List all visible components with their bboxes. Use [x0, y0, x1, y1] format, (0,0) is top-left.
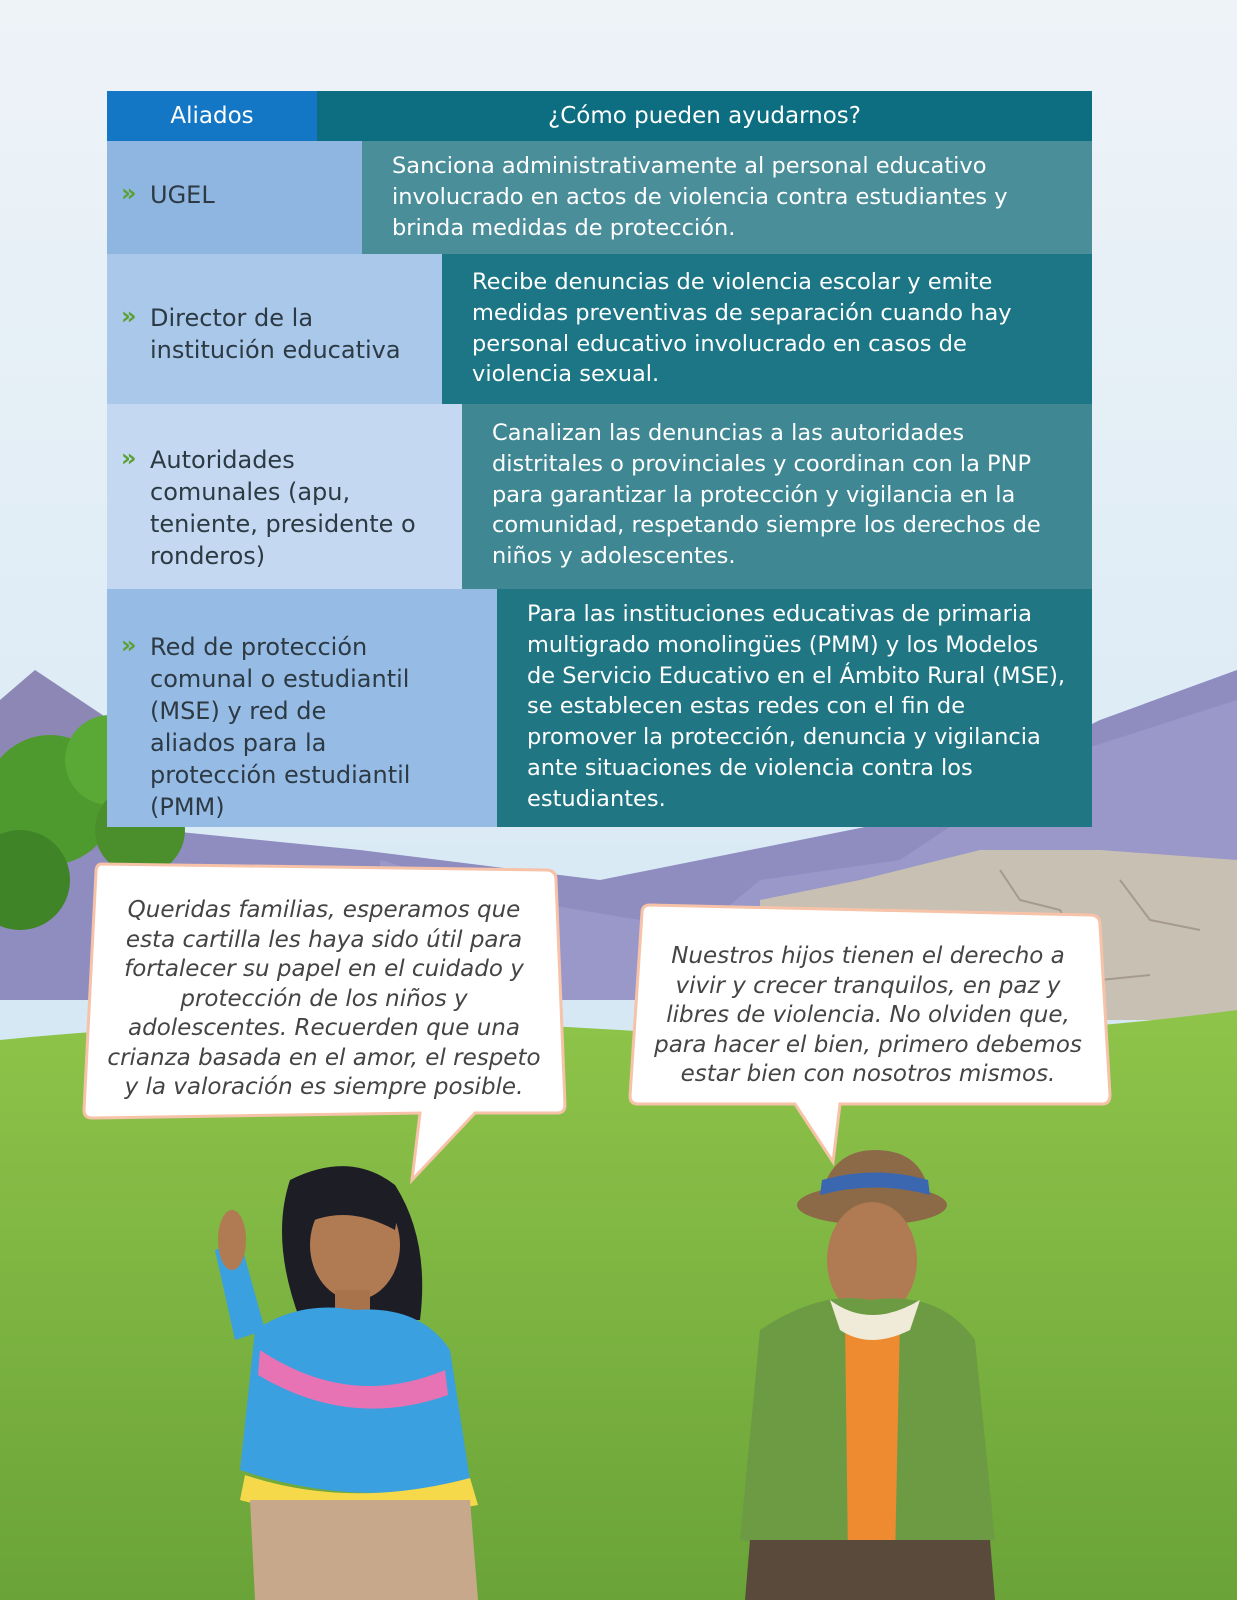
help-description: Sanciona administrativamente al personal educativo involucrado en actos de violencia contra estudiantes y brinda medidas de protección.	[392, 153, 1008, 241]
double-chevron-icon: »	[121, 302, 137, 330]
help-cell	[442, 254, 1092, 404]
help-description: Recibe denuncias de violencia escolar y emite medidas preventivas de separación cuando hay personal educativo involucrado en casos de violencia sexual.	[472, 269, 1012, 388]
help-description: Para las instituciones educativas de primaria multigrado monolingües (PMM) y los Modelos de Servicio Educativo en el Ámbito Rural (MSE), se establecen estas redes con el fin de promover la protección, denuncia y vigilancia ante situaciones de violencia contra los estudiantes.	[527, 601, 1066, 812]
help-description: Canalizan las denuncias a las autoridades distritales o provinciales y coordinan con la PNP para garantizar la protección y vigilancia en la comunidad, respetando siempre los derechos de niños y adolescentes.	[492, 420, 1041, 570]
header-allies: Aliados	[107, 91, 317, 141]
help-cell	[497, 589, 1092, 827]
ally-cell	[107, 589, 497, 827]
table-row	[107, 141, 1092, 254]
ally-cell	[107, 404, 462, 589]
ally-name: Autoridades comunales (apu, teniente, presidente o ronderos)	[150, 446, 416, 570]
table-row	[107, 254, 1092, 404]
ally-cell	[107, 254, 442, 404]
speech-text-left: Queridas familias, esperamos que esta cartilla les haya sido útil para fortalecer su papel en el cuidado y protección de los niños y adolescentes. Recuerden que una crianza basada en el amor, el respeto y la valoración es siempre posible.	[107, 897, 541, 1100]
table-row	[107, 404, 1092, 589]
help-cell	[462, 404, 1092, 589]
double-chevron-icon: »	[121, 179, 137, 207]
ally-name: Director de la institución educativa	[150, 304, 401, 364]
ally-name: Red de protección comunal o estudiantil (MSE) y red de aliados para la protección estudiantil (PMM)	[150, 633, 411, 821]
double-chevron-icon: »	[121, 444, 137, 472]
ally-cell	[107, 141, 362, 254]
header-how-can-help: ¿Cómo pueden ayudarnos?	[317, 91, 1092, 141]
double-chevron-icon: »	[121, 631, 137, 659]
table-row	[107, 589, 1092, 827]
help-cell	[362, 141, 1092, 254]
ally-name: UGEL	[150, 181, 215, 209]
speech-text-right: Nuestros hijos tienen el derecho a vivir y crecer tranquilos, en paz y libres de violencia. No olviden que, para hacer el bien, primero debemos estar bien con nosotros mismos.	[654, 943, 1082, 1087]
